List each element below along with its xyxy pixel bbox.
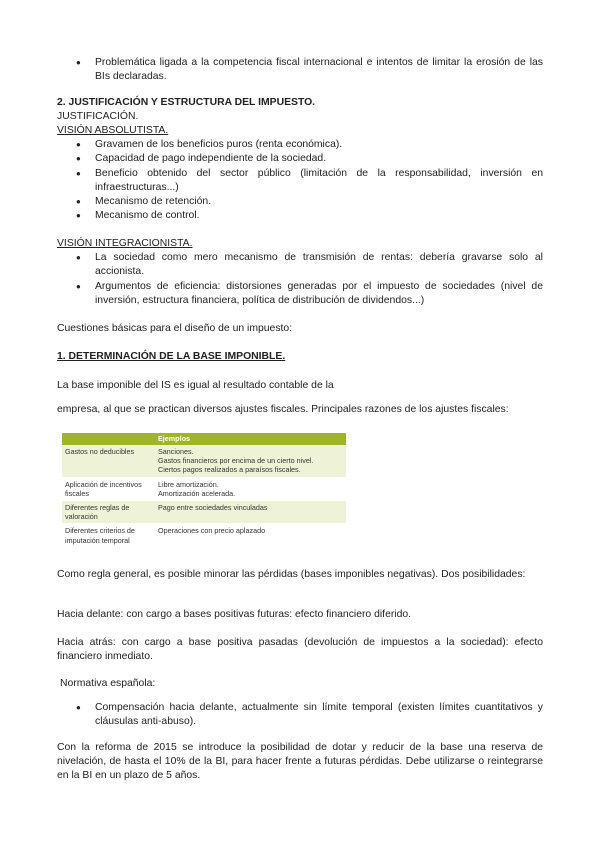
hacia-atras-paragraph: Hacia atrás: con cargo a base positiva pasadas (devolución de impuestos a la sociedad): efecto financiero inmediato. xyxy=(57,637,543,663)
list-item-text: Beneficio obtenido del sector público (limitación de la responsabilidad, inversión en infraestructuras...) xyxy=(95,168,543,194)
perdidas-paragraph: Como regla general, es posible minorar las pérdidas (bases imponibles negativas). Dos posibilidades: xyxy=(57,569,526,580)
list-item-text: Compensación hacia delante, actualmente sin límite temporal (existen límites cuantitativos y cláusulas anti-abuso). xyxy=(95,702,543,728)
intro-bullet-text: Problemática ligada a la competencia fiscal internacional e intentos de limitar la erosión de las BIs declaradas. xyxy=(95,57,543,83)
list-item-text: Capacidad de pago independiente de la sociedad. xyxy=(95,153,327,164)
table-row xyxy=(62,477,346,500)
list-item xyxy=(76,152,543,166)
list-item xyxy=(76,701,543,729)
vision-integracionista-title: VISIÓN INTEGRACIONISTA. xyxy=(57,238,193,249)
table-header-cell: Ejemplos xyxy=(155,433,346,445)
table-cell: Libre amortización. Amortización acelerada. xyxy=(155,477,346,500)
list-item xyxy=(76,167,543,195)
list-item-text: Gravamen de los beneficios puros (renta económica). xyxy=(95,139,343,150)
table-cell: Diferentes reglas de valoración xyxy=(62,501,155,524)
list-item xyxy=(76,209,543,223)
vision-absolutista-title: VISIÓN ABSOLUTISTA. xyxy=(57,125,169,136)
table-header-cell xyxy=(62,433,155,445)
table-cell: Aplicación de incentivos fiscales xyxy=(62,477,155,500)
section2-heading: 2. JUSTIFICACIÓN Y ESTRUCTURA DEL IMPUESTO. xyxy=(57,97,316,108)
table-row xyxy=(62,445,346,477)
base-paragraph-2: empresa, al que se practican diversos ajustes fiscales. Principales razones de los ajustes fiscales: xyxy=(57,404,509,415)
list-item xyxy=(76,195,543,209)
table-cell: Diferentes criterios de imputación temporal xyxy=(62,524,155,547)
bullet-icon: ● xyxy=(76,282,81,291)
list-item xyxy=(76,280,543,308)
normativa-label: Normativa española: xyxy=(60,678,156,689)
list-item-text: La sociedad como mero mecanismo de transmisión de rentas: debería gravarse solo al accionista. xyxy=(95,252,543,278)
table-row xyxy=(62,501,346,524)
table-cell: Gastos no deducibles xyxy=(62,445,155,477)
table-row xyxy=(62,524,346,547)
intro-bullet xyxy=(76,56,543,84)
section1-heading: 1. DETERMINACIÓN DE LA BASE IMPONIBLE. xyxy=(57,351,286,362)
bullet-icon: ● xyxy=(76,58,81,67)
reforma-paragraph: Con la reforma de 2015 se introduce la posibilidad de dotar y reducir de la base una reserva de nivelación, de hasta el 10% de la BI, para hacer frente a futuras pérdidas. Debe utilizarse o reintegrarse en la BI en un plazo de 5 años. xyxy=(57,742,543,782)
bullet-icon: ● xyxy=(76,140,81,149)
list-item xyxy=(76,251,543,279)
justificacion-label: JUSTIFICACIÓN. xyxy=(57,111,139,122)
table-cell: Pago entre sociedades vinculadas xyxy=(155,501,346,524)
ajustes-table xyxy=(62,433,346,548)
base-paragraph-1: La base imponible del IS es igual al resultado contable de la xyxy=(57,380,334,391)
hacia-delante-paragraph: Hacia delante: con cargo a bases positivas futuras: efecto financiero diferido. xyxy=(57,609,412,620)
table-header-row xyxy=(62,433,346,445)
list-item-text: Mecanismo de control. xyxy=(95,210,200,221)
bullet-icon: ● xyxy=(76,211,81,220)
list-item-text: Mecanismo de retención. xyxy=(95,196,212,207)
bullet-icon: ● xyxy=(76,703,81,712)
table-cell: Operaciones con precio aplazado xyxy=(155,524,346,547)
bullet-icon: ● xyxy=(76,197,81,206)
list-item xyxy=(76,138,543,152)
bullet-icon: ● xyxy=(76,253,81,262)
table-cell: Sanciones. Gastos financieros por encima de un cierto nivel. Ciertos pagos realizados a paraísos fiscales. xyxy=(155,445,346,477)
bullet-icon: ● xyxy=(76,169,81,178)
list-item-text: Argumentos de eficiencia: distorsiones generadas por el impuesto de sociedades (nivel de inversión, estructura financiera, política de distribución de dividendos...) xyxy=(95,281,543,307)
cuestiones-text: Cuestiones básicas para el diseño de un impuesto: xyxy=(57,323,293,334)
bullet-icon: ● xyxy=(76,154,81,163)
